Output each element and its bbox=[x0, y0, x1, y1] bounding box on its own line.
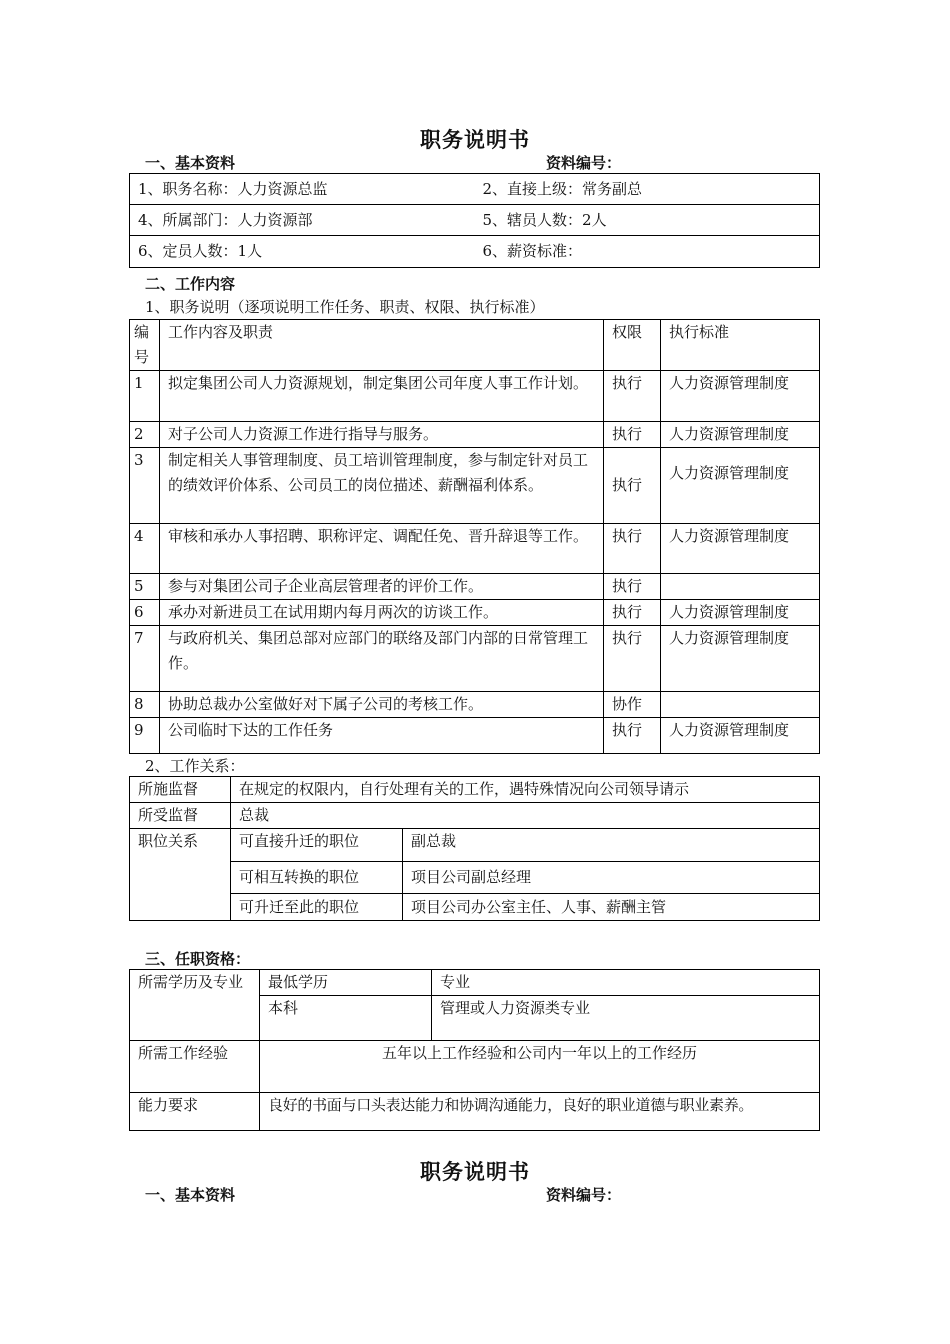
row-standard: 人力资源管理制度 bbox=[661, 718, 820, 754]
position-value: 项目公司办公室主任、人事、薪酬主管 bbox=[403, 894, 820, 921]
direct-superior-cell: 2、直接上级：常务副总 bbox=[475, 174, 820, 205]
min-education-value: 本科 bbox=[260, 996, 432, 1041]
table-row bbox=[130, 692, 820, 718]
row-content: 参与对集团公司子企业高层管理者的评价工作。 bbox=[160, 574, 604, 600]
table-row bbox=[130, 574, 820, 600]
row-standard: 人力资源管理制度 bbox=[661, 626, 820, 692]
page-title: 职务说明书 bbox=[420, 127, 530, 152]
major-value: 管理或人力资源类专业 bbox=[432, 996, 820, 1041]
row-no: 7 bbox=[130, 626, 160, 692]
subordinates-cell: 5、辖员人数：2人 bbox=[475, 205, 820, 236]
table-row bbox=[130, 718, 820, 754]
relations-table bbox=[129, 776, 820, 921]
row-standard: 人力资源管理制度 bbox=[661, 422, 820, 448]
row-authority: 执行 bbox=[604, 626, 661, 692]
table-row bbox=[130, 524, 820, 574]
header-standard: 执行标准 bbox=[661, 320, 820, 371]
headcount-cell: 6、定员人数：1人 bbox=[130, 236, 475, 268]
row-no: 4 bbox=[130, 524, 160, 574]
header-authority: 权限 bbox=[604, 320, 661, 371]
row-standard: 人力资源管理制度 bbox=[661, 600, 820, 626]
row-no: 9 bbox=[130, 718, 160, 754]
experience-value: 五年以上工作经验和公司内一年以上的工作经历 bbox=[260, 1041, 820, 1093]
row-content: 公司临时下达的工作任务 bbox=[160, 718, 604, 754]
row-content: 对子公司人力资源工作进行指导与服务。 bbox=[160, 422, 604, 448]
table-row bbox=[130, 600, 820, 626]
row-standard: 人力资源管理制度 bbox=[661, 371, 820, 422]
row-no: 6 bbox=[130, 600, 160, 626]
position-value: 项目公司副总经理 bbox=[403, 862, 820, 894]
table-row bbox=[130, 422, 820, 448]
position-label: 可相互转换的职位 bbox=[231, 862, 403, 894]
row-authority: 协作 bbox=[604, 692, 661, 718]
row-standard bbox=[661, 574, 820, 600]
duties-table bbox=[129, 319, 820, 754]
ability-label: 能力要求 bbox=[130, 1093, 260, 1131]
major-label: 专业 bbox=[432, 970, 820, 996]
supervised-label: 所受监督 bbox=[130, 803, 231, 829]
row-authority: 执行 bbox=[604, 600, 661, 626]
ability-value: 良好的书面与口头表达能力和协调沟通能力，良好的职业道德与职业素养。 bbox=[260, 1093, 820, 1131]
row-no: 1 bbox=[130, 371, 160, 422]
supervise-label: 所施监督 bbox=[130, 777, 231, 803]
duties-caption: 1、职务说明（逐项说明工作任务、职责、权限、执行标准） bbox=[145, 298, 545, 316]
row-no: 2 bbox=[130, 422, 160, 448]
min-education-label: 最低学历 bbox=[260, 970, 432, 996]
position-label: 可直接升迁的职位 bbox=[231, 829, 403, 862]
header-content: 工作内容及职责 bbox=[160, 320, 604, 371]
row-authority: 执行 bbox=[604, 718, 661, 754]
row-authority: 执行 bbox=[604, 448, 661, 524]
row-content: 协助总裁办公室做好对下属子公司的考核工作。 bbox=[160, 692, 604, 718]
position-relations-label: 职位关系 bbox=[130, 829, 231, 921]
row-authority: 执行 bbox=[604, 371, 661, 422]
page2-title: 职务说明书 bbox=[420, 1159, 530, 1184]
row-content: 承办对新进员工在试用期内每月两次的访谈工作。 bbox=[160, 600, 604, 626]
row-authority: 执行 bbox=[604, 524, 661, 574]
row-standard: 人力资源管理制度 bbox=[661, 448, 820, 524]
row-no: 8 bbox=[130, 692, 160, 718]
section-qualifications: 三、任职资格： bbox=[145, 950, 251, 968]
salary-standard-cell: 6、薪资标准： bbox=[475, 236, 820, 268]
table-row bbox=[130, 371, 820, 422]
doc-number-label: 资料编号： bbox=[546, 154, 622, 172]
page2-doc-number-label: 资料编号： bbox=[546, 1186, 622, 1204]
row-authority: 执行 bbox=[604, 574, 661, 600]
job-title-cell: 1、职务名称：人力资源总监 bbox=[130, 174, 475, 205]
row-content: 审核和承办人事招聘、职称评定、调配任免、晋升辞退等工作。 bbox=[160, 524, 604, 574]
experience-label: 所需工作经验 bbox=[130, 1041, 260, 1093]
duties-header-row bbox=[130, 320, 820, 371]
row-no: 5 bbox=[130, 574, 160, 600]
page2-section-basic-info: 一、基本资料 bbox=[145, 1186, 236, 1204]
row-standard: 人力资源管理制度 bbox=[661, 524, 820, 574]
row-content: 与政府机关、集团总部对应部门的联络及部门内部的日常管理工作。 bbox=[160, 626, 604, 692]
row-authority: 执行 bbox=[604, 422, 661, 448]
row-standard bbox=[661, 692, 820, 718]
relations-caption: 2、工作关系： bbox=[145, 757, 245, 775]
section-basic-info: 一、基本资料 bbox=[145, 154, 236, 172]
table-row bbox=[130, 448, 820, 524]
row-content: 拟定集团公司人力资源规划，制定集团公司年度人事工作计划。 bbox=[160, 371, 604, 422]
section-work-content: 二、工作内容 bbox=[145, 275, 236, 293]
supervise-value: 在规定的权限内，自行处理有关的工作，遇特殊情况向公司领导请示 bbox=[231, 777, 820, 803]
education-label: 所需学历及专业 bbox=[130, 970, 260, 1041]
row-no: 3 bbox=[130, 448, 160, 524]
table-row bbox=[130, 626, 820, 692]
header-no: 编号 bbox=[130, 320, 160, 371]
qualifications-table bbox=[129, 969, 820, 1131]
row-content: 制定相关人事管理制度、员工培训管理制度，参与制定针对员工的绩效评价体系、公司员工的岗位描述、薪酬福利体系。 bbox=[160, 448, 604, 524]
position-value: 副总裁 bbox=[403, 829, 820, 862]
supervised-value: 总裁 bbox=[231, 803, 820, 829]
position-label: 可升迁至此的职位 bbox=[231, 894, 403, 921]
department-cell: 4、所属部门：人力资源部 bbox=[130, 205, 475, 236]
basic-info-table bbox=[129, 173, 820, 268]
